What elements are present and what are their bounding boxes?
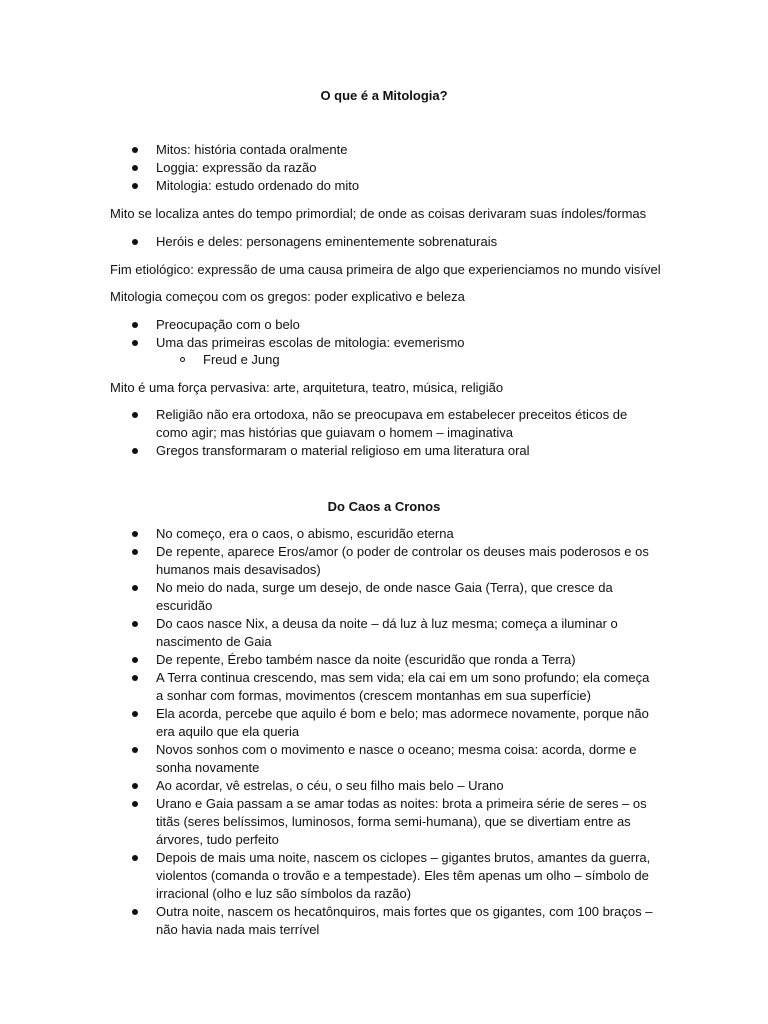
list-item: Outra noite, nascem os hecatônquiros, mais fortes que os gigantes, com 100 braços – não havia nada mais terrível — [0, 903, 656, 939]
bullet-list — [0, 316, 768, 352]
list-item: No meio do nada, surge um desejo, de onde nasce Gaia (Terra), que cresce da escuridão — [0, 579, 656, 615]
bullet-icon — [132, 183, 138, 189]
bullet-list — [0, 406, 768, 460]
bullet-icon — [132, 585, 138, 591]
bullet-icon — [132, 448, 138, 454]
list-item: Loggia: expressão da razão — [0, 159, 656, 177]
bullet-icon — [132, 340, 138, 346]
list-item: A Terra continua crescendo, mas sem vida; ela cai em um sono profundo; ela começa a sonhar com formas, movimentos (crescem montanhas em sua superfície) — [0, 669, 656, 705]
paragraph: Mitologia começou com os gregos: poder explicativo e beleza — [110, 289, 465, 304]
list-item: Ela acorda, percebe que aquilo é bom e belo; mas adormece novamente, porque não era aquilo que ela queria — [0, 705, 656, 741]
list-item: Heróis e deles: personagens eminentemente sobrenaturais — [0, 233, 656, 251]
bullet-icon — [132, 801, 138, 807]
bullet-icon — [132, 711, 138, 717]
bullet-icon — [132, 747, 138, 753]
list-item: Gregos transformaram o material religioso em uma literatura oral — [0, 442, 656, 460]
bullet-icon — [132, 549, 138, 555]
list-item: Preocupação com o belo — [0, 316, 656, 334]
list-item: Novos sonhos com o movimento e nasce o oceano; mesma coisa: acorda, dorme e sonha novamente — [0, 741, 656, 777]
bullet-icon — [132, 675, 138, 681]
list-item: Mitos: história contada oralmente — [0, 141, 656, 159]
list-item: No começo, era o caos, o abismo, escuridão eterna — [0, 525, 656, 543]
bullet-icon — [132, 412, 138, 418]
bullet-icon — [132, 909, 138, 915]
bullet-icon — [132, 147, 138, 153]
list-item: Ao acordar, vê estrelas, o céu, o seu filho mais belo – Urano — [0, 777, 656, 795]
list-item: Depois de mais uma noite, nascem os ciclopes – gigantes brutos, amantes da guerra, violentos (comanda o trovão e a tempestade). Eles têm apenas um olho – símbolo de irracional (olho e luz são símbolos da razão) — [0, 849, 656, 903]
circle-bullet-icon — [180, 357, 185, 362]
bullet-icon — [132, 322, 138, 328]
section-title: Do Caos a Cronos — [327, 499, 441, 514]
bullet-icon — [132, 783, 138, 789]
bullet-list — [0, 233, 768, 251]
bullet-icon — [132, 621, 138, 627]
list-item: Urano e Gaia passam a se amar todas as noites: brota a primeira série de seres – os titãs (seres belíssimos, luminosos, forma semi-humana), que se divertiam entre as árvores, tudo perfeito — [0, 795, 656, 849]
section-title: O que é a Mitologia? — [320, 88, 448, 103]
list-item: De repente, Érebo também nasce da noite (escuridão que ronda a Terra) — [0, 651, 656, 669]
paragraph: Fim etiológico: expressão de uma causa primeira de algo que experienciamos no mundo visível — [110, 262, 661, 277]
bullet-list — [0, 525, 768, 939]
list-item: Uma das primeiras escolas de mitologia: evemerismo — [0, 334, 656, 352]
paragraph: Mito é uma força pervasiva: arte, arquitetura, teatro, música, religião — [110, 380, 504, 395]
bullet-icon — [132, 165, 138, 171]
paragraph: Mito se localiza antes do tempo primordial; de onde as coisas derivaram suas índoles/formas — [110, 206, 647, 221]
list-item: Religião não era ortodoxa, não se preocupava em estabelecer preceitos éticos de como agir; mas histórias que guiavam o homem – imaginativa — [0, 406, 656, 442]
list-item: De repente, aparece Eros/amor (o poder de controlar os deuses mais poderosos e os humanos mais desavisados) — [0, 543, 656, 579]
document-page: O que é a Mitologia? Mitos: história contada oralmente Loggia: expressão da razão Mitologia: estudo ordenado do mito Mito se localiza antes do tempo primordial; de onde as coisas derivaram suas índoles/formas Heróis e deles: personagens eminentemente sobrenaturais Fim etiológico: expressão de uma causa primeira de algo que experienciamos no mundo visível Mitologia começou com os gregos: poder explicativo e beleza Preocupação com o belo Uma das primeiras escolas de mitologia: evemerismo Freud e Jung Mito é uma força pervasiva: arte, arquitetura, teatro, música, religião Religião não era ortodoxa, não se preocupava em estabelecer preceitos éticos de como agir; mas histórias que guiavam o homem – imaginativa Gregos transformaram o material religioso em uma literatura oral Do Caos a Cronos No começo, era o caos, o abismo, escuridão eterna De repente, aparece Eros/amor (o poder de controlar os deuses mais poderosos e os humanos mais desavisados) No meio do nada, surge um desejo, de onde nasce Gaia (Terra), que cresce da escuridão Do caos nasce Nix, a deusa da noite – dá luz à luz mesma; começa a iluminar o nascimento de Gaia De repente, Érebo também nasce da noite (escuridão que ronda a Terra) A Terra continua crescendo, mas sem vida; ela cai em um sono profundo; ela começa a sonhar com formas, movimentos (crescem montanhas em sua superfície) Ela acorda, percebe que aquilo é bom e belo; mas adormece novamente, porque não era aquilo que ela queria Novos sonhos com o movimento e nasce o oceano; mesma coisa: acorda, dorme e sonha novamente Ao acordar, vê estrelas, o céu, o seu filho mais belo – Urano Urano e Gaia passam a se amar todas as noites: brota a primeira série de seres – os titãs (seres belíssimos, luminosos, forma semi-humana), que se divertiam entre as árvores, tudo perfeito Depois de mais uma noite, nascem os ciclopes – gigantes brutos, amantes da guerra, violentos (comanda o trovão e a tempestade). Eles têm apenas um olho – símbolo de irracional (olho e luz são símbolos da razão) Outra noite, nascem os hecatônquiros, mais fortes que os gigantes, com 100 braços – não havia nada mais terrível — [0, 0, 768, 1024]
bullet-icon — [132, 239, 138, 245]
bullet-icon — [132, 531, 138, 537]
list-item: Mitologia: estudo ordenado do mito — [0, 177, 656, 195]
bullet-list — [0, 141, 768, 195]
bullet-icon — [132, 657, 138, 663]
list-item: Do caos nasce Nix, a deusa da noite – dá luz à luz mesma; começa a iluminar o nascimento de Gaia — [0, 615, 656, 651]
bullet-icon — [132, 855, 138, 861]
